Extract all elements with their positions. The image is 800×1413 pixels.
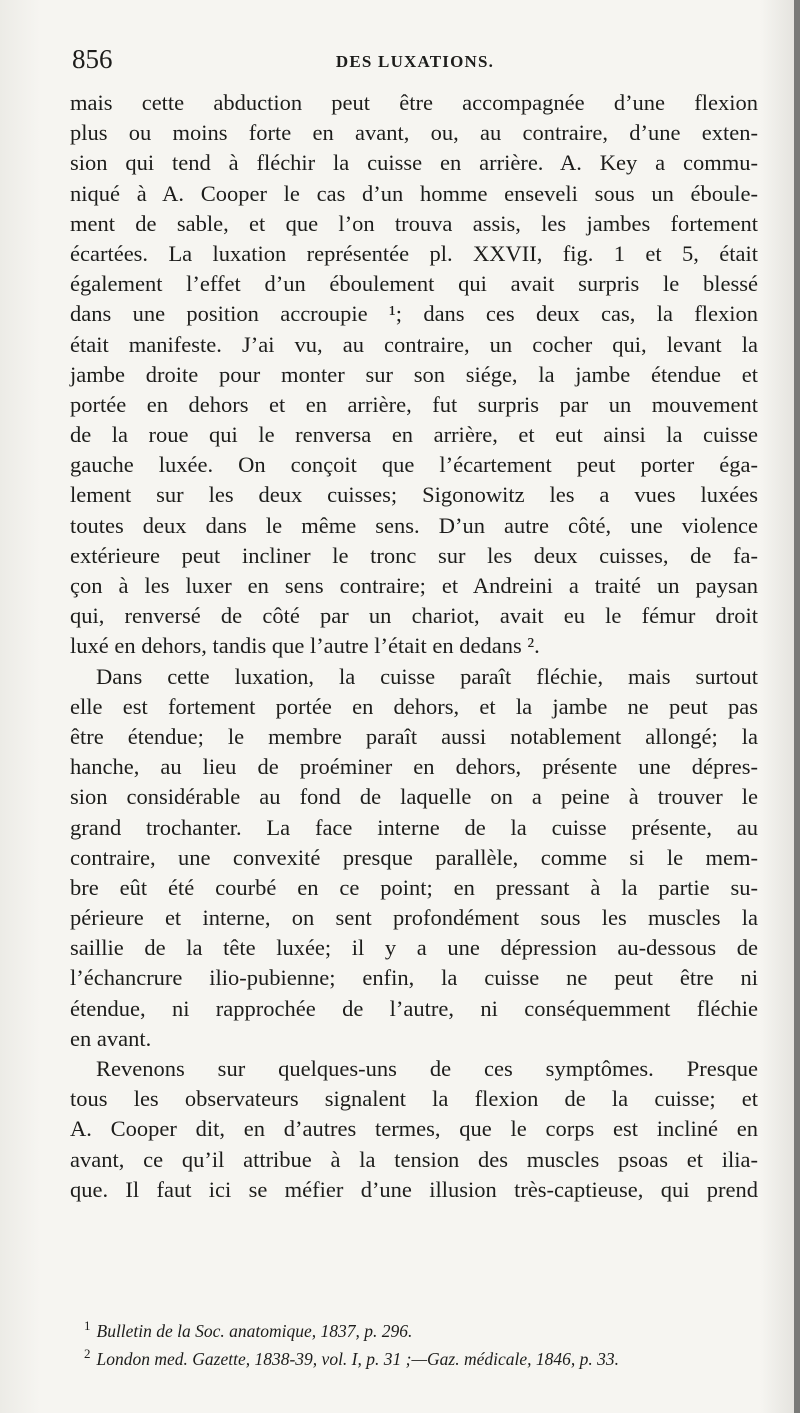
footnote-mark: 2 bbox=[84, 1346, 91, 1361]
running-head: DES LUXATIONS. bbox=[335, 52, 495, 71]
footnote bbox=[84, 1312, 764, 1340]
text-line: sion qui tend à fléchir la cuisse en arrière. A. Key a commu- bbox=[70, 150, 758, 176]
paragraph-start-line: Dans cette luxation, la cuisse paraît fléchie, mais surtout bbox=[96, 663, 758, 689]
text-line: que. Il faut ici se méfier d’une illusion très-captieuse, qui prend bbox=[70, 1176, 758, 1202]
text-line: ment de sable, et que l’on trouva assis, les jambes fortement bbox=[70, 210, 758, 236]
footnote-mark: 1 bbox=[84, 1318, 91, 1333]
text-line: sion considérable au fond de laquelle on a peine à trouver le bbox=[70, 784, 758, 810]
text-line: toutes deux dans le même sens. D’un autre côté, une violence bbox=[70, 512, 758, 538]
footnote bbox=[84, 1340, 764, 1368]
text-line: plus ou moins forte en avant, ou, au contraire, d’une exten- bbox=[70, 120, 758, 146]
text-line: périeure et interne, on sent profondément sous les muscles la bbox=[70, 905, 758, 931]
text-line: être étendue; le membre paraît aussi notablement allongé; la bbox=[70, 723, 758, 749]
text-line: l’échancrure ilio-pubienne; enfin, la cuisse ne peut être ni bbox=[70, 965, 758, 991]
footnote-text: Bulletin de la Soc. anatomique, 1837, p. 296. bbox=[96, 1320, 413, 1341]
text-line: qui, renversé de côté par un chariot, avait eu le fémur droit bbox=[70, 603, 758, 629]
text-line: extérieure peut incliner le tronc sur les deux cuisses, de fa- bbox=[70, 542, 758, 568]
text-line: de la roue qui le renversa en arrière, et eut ainsi la cuisse bbox=[70, 422, 758, 448]
text-line: elle est fortement portée en dehors, et la jambe ne peut pas bbox=[70, 693, 758, 719]
text-line: niqué à A. Cooper le cas d’un homme enseveli sous un éboule- bbox=[70, 180, 758, 206]
text-line: écartées. La luxation représentée pl. XXVII, fig. 1 et 5, était bbox=[70, 240, 758, 266]
page-number: 856 bbox=[72, 44, 113, 74]
paragraph-end-line: en avant. bbox=[70, 1025, 152, 1051]
text-line: A. Cooper dit, en d’autres termes, que le corps est incliné en bbox=[70, 1116, 758, 1142]
text-line: mais cette abduction peut être accompagnée d’une flexion bbox=[70, 90, 758, 115]
text-line: saillie de la tête luxée; il y a une dépression au-dessous de bbox=[70, 935, 758, 961]
text-line: lement sur les deux cuisses; Sigonowitz les a vues luxées bbox=[70, 482, 758, 508]
text-line: portée en dehors et en arrière, fut surpris par un mouvement bbox=[70, 391, 758, 417]
text-line: dans une position accroupie ¹; dans ces deux cas, la flexion bbox=[70, 301, 758, 327]
footnote-text: London med. Gazette, 1838-39, vol. I, p. 31 ;—Gaz. médicale, 1846, p. 33. bbox=[96, 1348, 620, 1369]
page-edge-shadow bbox=[794, 0, 800, 1413]
text-line: çon à les luxer en sens contraire; et Andreini a traité un paysan bbox=[70, 573, 758, 598]
text-line: était manifeste. J’ai vu, au contraire, un cocher qui, levant la bbox=[70, 331, 758, 357]
footnotes bbox=[84, 1312, 764, 1368]
body-text bbox=[70, 88, 758, 1205]
page-header bbox=[70, 42, 760, 82]
text-line: contraire, une convexité presque parallèle, comme si le mem- bbox=[70, 844, 758, 870]
text-line: également l’effet d’un éboulement qui avait surpris le blessé bbox=[70, 271, 758, 297]
paragraph-start-line: Revenons sur quelques-uns de ces symptômes. Presque bbox=[96, 1056, 758, 1081]
text-line: tous les observateurs signalent la flexion de la cuisse; et bbox=[70, 1086, 758, 1112]
text-line: bre eût été courbé en ce point; en pressant à la partie su- bbox=[70, 874, 758, 900]
text-line: gauche luxée. On conçoit que l’écartement peut porter éga- bbox=[70, 452, 758, 478]
text-line: étendue, ni rapprochée de l’autre, ni conséquemment fléchie bbox=[70, 995, 758, 1021]
paragraph-end-line: luxé en dehors, tandis que l’autre l’était en dedans ². bbox=[70, 633, 540, 659]
text-line: jambe droite pour monter sur son siége, la jambe étendue et bbox=[70, 361, 758, 387]
text-line: grand trochanter. La face interne de la cuisse présente, au bbox=[70, 814, 758, 840]
text-line: avant, ce qu’il attribue à la tension des muscles psoas et ilia- bbox=[70, 1146, 758, 1172]
text-line: hanche, au lieu de proéminer en dehors, présente une dépres- bbox=[70, 754, 758, 780]
